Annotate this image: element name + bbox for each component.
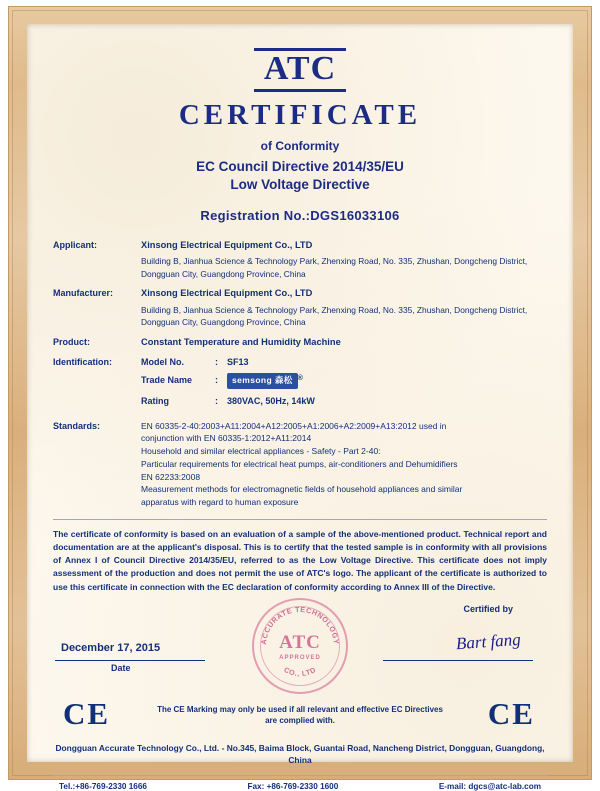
applicant-label: Applicant: bbox=[53, 240, 97, 250]
semsong-brand-logo bbox=[227, 373, 298, 388]
trade-name-key: Trade Name bbox=[141, 375, 193, 386]
model-value: SF13 bbox=[227, 357, 249, 368]
identification-value bbox=[141, 356, 547, 412]
footer-address: Dongguan Accurate Technology Co., Ltd. - No.345, Baima Block, Guantai Road, Nancheng District, Dongguan, Guangdong, China bbox=[55, 742, 545, 766]
applicant-row bbox=[53, 239, 547, 280]
model-colon: : bbox=[215, 357, 218, 368]
seal-center-text: ATC bbox=[279, 631, 321, 653]
footer-tel: Tel.:+86-769-2330 1666 bbox=[59, 781, 147, 791]
date-label: Date bbox=[111, 662, 131, 673]
standards-line: apparatus with regard to human exposure bbox=[141, 497, 299, 508]
trade-name-value bbox=[227, 374, 547, 394]
ce-marking-note: The CE Marking may only be used if all relevant and effective EC Directives are complied with. bbox=[157, 704, 443, 726]
seal-ring-top-text: ACCURATE TECHNOLOGY bbox=[258, 604, 342, 645]
standards-value bbox=[141, 420, 547, 509]
approval-seal-stamp bbox=[252, 598, 348, 694]
applicant-address: Building B, Jianhua Science & Technology Park, Zhenxing Road, No. 335, Zhushan, Dongcheng District, Dongguan City, Guangdong Province, China bbox=[141, 256, 528, 279]
issue-date: December 17, 2015 bbox=[61, 641, 161, 654]
seal-ring-text bbox=[254, 600, 346, 692]
atc-logo bbox=[53, 48, 547, 92]
semsong-brand-text: semsong bbox=[232, 375, 273, 386]
manufacturer-value bbox=[141, 287, 547, 328]
certificate-title: CERTIFICATE bbox=[178, 99, 422, 131]
identification-table bbox=[141, 356, 547, 412]
rating-key: Rating bbox=[141, 395, 169, 406]
standards-label: Standards: bbox=[53, 420, 101, 431]
footer-email: E-mail: dgcs@atc-lab.com bbox=[438, 781, 541, 791]
seal-approved-text: APPROVED bbox=[279, 654, 321, 661]
signature-area bbox=[53, 598, 547, 694]
trade-name-row bbox=[141, 374, 547, 394]
directive-name: Low Voltage Directive bbox=[230, 177, 370, 192]
model-key: Model No. bbox=[141, 357, 184, 368]
model-row bbox=[141, 356, 547, 374]
footer-fax: Fax: +86-769-2330 1600 bbox=[247, 781, 339, 791]
date-line bbox=[55, 660, 205, 661]
certificate-frame bbox=[8, 6, 592, 791]
certificate-fields bbox=[53, 239, 547, 509]
rating-value: 380VAC, 50Hz, 14kW bbox=[227, 395, 315, 406]
rating-colon: : bbox=[215, 395, 218, 406]
product-label: Product: bbox=[53, 336, 90, 347]
certificate-paper bbox=[27, 24, 573, 791]
standards-line: Household and similar electrical appliances - Safety - Part 2-40: bbox=[141, 446, 381, 457]
standards-line: Measurement methods for electromagnetic fields of household appliances and similar bbox=[141, 484, 463, 495]
standards-line: EN 62233:2008 bbox=[141, 471, 201, 482]
ce-mark-left-icon: CE bbox=[63, 695, 111, 731]
manufacturer-row bbox=[53, 287, 547, 328]
seal-ring-bottom-text: CO., LTD bbox=[282, 664, 318, 678]
standards-row bbox=[53, 420, 547, 509]
registration-number: Registration No.:DGS16033106 bbox=[200, 208, 400, 223]
trade-name-colon: : bbox=[215, 375, 218, 386]
rating-row bbox=[141, 395, 547, 413]
semsong-brand-cn: 森松 bbox=[274, 375, 293, 386]
directive-reference: EC Council Directive 2014/35/EU bbox=[196, 159, 404, 174]
standards-line: EN 60335-2-40:2003+A11:2004+A12:2005+A1:2006+A2:2009+A13:2012 used in bbox=[141, 420, 447, 431]
certified-by-label: Certified by bbox=[463, 603, 513, 614]
manufacturer-address: Building B, Jianhua Science & Technology Park, Zhenxing Road, No. 335, Zhushan, Dongcheng District, Dongguan City, Guangdong Province, China bbox=[141, 304, 528, 328]
identification-row bbox=[53, 356, 547, 412]
product-row bbox=[53, 336, 547, 349]
ce-marking-row bbox=[53, 696, 547, 740]
certificate-subtitle: of Conformity bbox=[260, 139, 340, 153]
identification-label: Identification: bbox=[53, 357, 112, 368]
signature-line bbox=[383, 660, 533, 661]
manufacturer-name: Xinsong Electrical Equipment Co., LTD bbox=[141, 288, 313, 299]
standards-line: conjunction with EN 60335-1:2012+A11:2014 bbox=[141, 433, 312, 444]
standards-line: Particular requirements for electrical heat pumps, air-conditioners and Dehumidifiers bbox=[141, 458, 458, 469]
manufacturer-label: Manufacturer: bbox=[53, 288, 114, 299]
signature-image: Bart fang bbox=[455, 629, 522, 653]
applicant-name: Xinsong Electrical Equipment Co., LTD bbox=[141, 240, 313, 250]
atc-logo-text: ATC bbox=[254, 48, 346, 92]
ce-mark-right-icon: CE bbox=[487, 695, 535, 731]
applicant-value bbox=[141, 239, 547, 280]
registered-trademark-icon: ® bbox=[297, 375, 303, 383]
footer-contact bbox=[53, 775, 547, 791]
conformity-statement: The certificate of conformity is based on an evaluation of a sample of the above-mentioned product. Technical report and documentation are at the applicant's disposal. This is to certify that the tested sample is in conformity with all provisions of Annex I of Council Directive 2014/35/EU, referred to as the Low Voltage Directive. This certificate does not imply assessment of the production and does not permit the use of ATC's logo. The applicant of the certificate is authorized to use this certificate in connection with the EC declaration of conformity according to Annex III of the Directive. bbox=[53, 519, 547, 594]
product-value: Constant Temperature and Humidity Machine bbox=[141, 336, 341, 347]
